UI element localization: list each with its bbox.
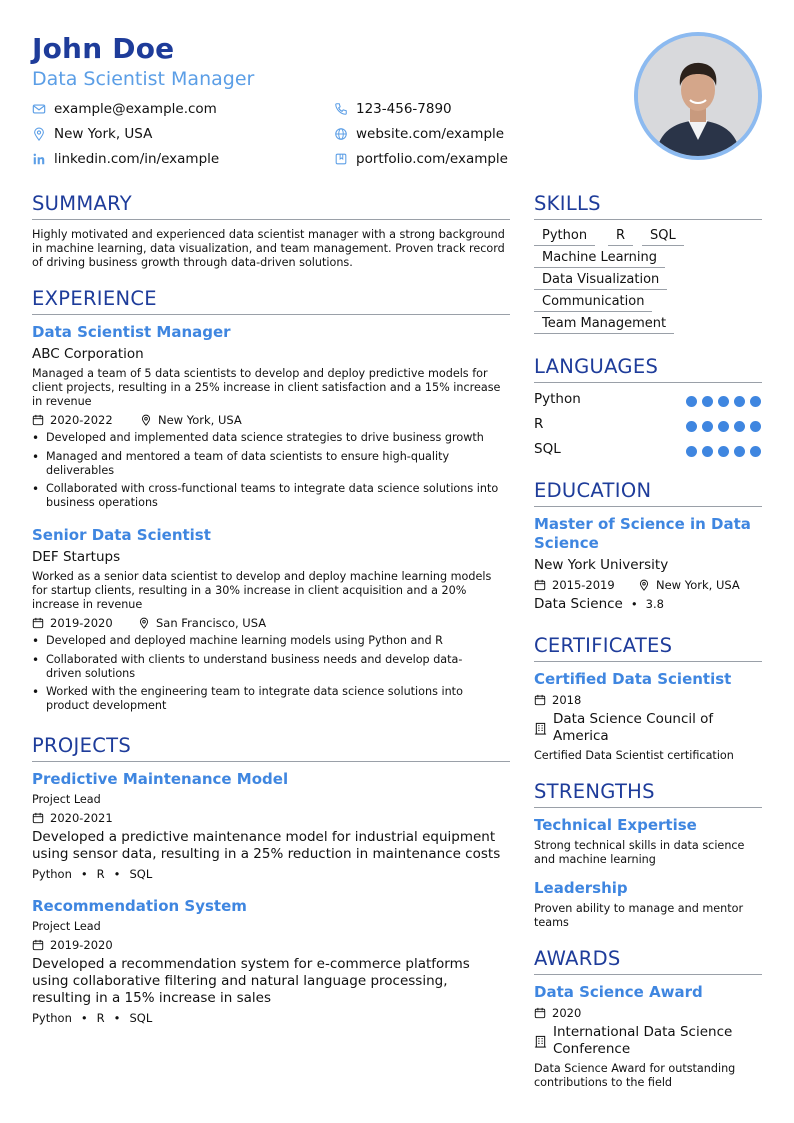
experience-divider <box>32 314 510 315</box>
education-heading: EDUCATION <box>534 479 652 502</box>
job-bullet: • Collaborated with cross-functional teams to integrate data science solutions into business operations <box>32 482 510 510</box>
mail-icon <box>32 102 46 116</box>
strengths-divider <box>534 807 762 808</box>
award-year-text: 2020 <box>552 1006 582 1020</box>
phone-text: 123-456-7890 <box>356 101 452 117</box>
project-tech <box>32 1011 152 1025</box>
education-location-text: New York, USA <box>656 578 740 592</box>
website-text: website.com/example <box>356 126 505 142</box>
linkedin-text: linkedin.com/in/example <box>54 151 220 167</box>
education-divider <box>534 506 762 507</box>
tech-tag: R <box>96 1011 105 1025</box>
email-text: example@example.com <box>54 101 217 117</box>
education-degree: Master of Science in Data Science <box>534 515 751 552</box>
calendar-icon <box>32 812 44 824</box>
projects-heading: PROJECTS <box>32 734 132 757</box>
project-role: Project Lead <box>32 920 101 933</box>
job-bullet: • Worked with the engineering team to integrate data science solutions into product development <box>32 685 492 713</box>
phone-icon <box>334 102 348 116</box>
projects-divider <box>32 761 510 762</box>
job-location-text: New York, USA <box>158 413 242 427</box>
tech-separator: • <box>113 867 121 881</box>
proficiency-dot <box>702 421 713 432</box>
location-pin-icon <box>638 579 650 591</box>
certificates-heading: CERTIFICATES <box>534 634 673 657</box>
job-location <box>140 413 242 427</box>
tech-tag: Python <box>32 867 72 881</box>
job-bullet: • Developed and deployed machine learning models using Python and R <box>32 634 510 648</box>
proficiency-dot <box>686 421 697 432</box>
award-issuer-text: International Data Science Conference <box>553 1024 733 1057</box>
project-name: Recommendation System <box>32 897 247 915</box>
job-bullet: • Collaborated with clients to understand business needs and develop data-driven solutions <box>32 653 492 681</box>
skill-tag: Python <box>534 228 595 246</box>
award-description: Data Science Award for outstanding contributions to the field <box>534 1062 736 1089</box>
language-level <box>686 421 761 432</box>
job-company: ABC Corporation <box>32 346 144 362</box>
job-description: Worked as a senior data scientist to develop and deploy machine learning models for startup clients, resulting in a 30% increase in client acquisition and a 20% increase in revenue <box>32 570 492 611</box>
person-portrait-icon <box>638 36 758 156</box>
language-name: Python <box>534 391 581 407</box>
skill-tag: Team Management <box>534 316 674 334</box>
profile-photo <box>634 32 762 160</box>
job-company: DEF Startups <box>32 549 121 565</box>
project-role: Project Lead <box>32 793 101 806</box>
proficiency-dot <box>734 396 745 407</box>
location-pin-icon <box>138 617 150 629</box>
contact-website[interactable] <box>334 126 504 142</box>
proficiency-dot <box>750 421 761 432</box>
project-description: Developed a predictive maintenance model for industrial equipment using sensor data, resulting in a 25% reduction in maintenance costs <box>32 829 501 862</box>
project-name: Predictive Maintenance Model <box>32 770 289 788</box>
proficiency-dot <box>718 421 729 432</box>
job-dates-text: 2019-2020 <box>50 616 113 630</box>
certificates-divider <box>534 661 762 662</box>
building-icon <box>534 722 547 735</box>
job-dates-text: 2020-2022 <box>50 413 113 427</box>
strength-name: Technical Expertise <box>534 816 697 834</box>
tech-tag: SQL <box>129 867 153 881</box>
candidate-title: Data Scientist Manager <box>32 68 255 90</box>
tech-separator: • <box>80 1011 88 1025</box>
summary-heading: SUMMARY <box>32 192 132 215</box>
contact-email[interactable] <box>32 101 217 117</box>
education-dates-text: 2015-2019 <box>552 578 615 592</box>
job-description: Managed a team of 5 data scientists to develop and deploy predictive models for client projects, resulting in a 25% increase in client satisfaction and a 15% increase in revenue <box>32 367 501 408</box>
education-field: Data Science <box>534 596 623 612</box>
education-field-gpa <box>534 596 664 612</box>
proficiency-dot <box>734 421 745 432</box>
tech-separator: • <box>113 1011 121 1025</box>
calendar-icon <box>32 617 44 629</box>
job-bullet: • Managed and mentored a team of data scientists to ensure high-quality deliverables <box>32 450 510 478</box>
proficiency-dot <box>750 446 761 457</box>
proficiency-dot <box>718 396 729 407</box>
field-separator: • <box>630 597 638 611</box>
certificate-name: Certified Data Scientist <box>534 670 732 688</box>
project-dates <box>32 811 113 825</box>
education-dates <box>534 578 615 592</box>
contact-portfolio[interactable] <box>334 151 508 167</box>
education-school: New York University <box>534 557 669 573</box>
project-description: Developed a recommendation system for e-commerce platforms using collaborative filtering and natural language processing, resulting in a 15% increase in sales <box>32 956 470 1006</box>
calendar-icon <box>32 939 44 951</box>
experience-heading: EXPERIENCE <box>32 287 157 310</box>
award-issuer <box>534 1024 762 1058</box>
project-dates-text: 2019-2020 <box>50 938 113 952</box>
certificate-issuer-text: Data Science Council of America <box>553 711 714 744</box>
portfolio-icon <box>334 152 348 166</box>
skill-tag: Machine Learning <box>534 250 665 268</box>
tech-separator: • <box>80 867 88 881</box>
contact-location <box>32 126 152 142</box>
tech-tag: SQL <box>129 1011 153 1025</box>
strength-description: Proven ability to manage and mentor teams <box>534 902 744 929</box>
proficiency-dot <box>718 446 729 457</box>
proficiency-dot <box>750 396 761 407</box>
strength-description: Strong technical skills in data science and machine learning <box>534 839 745 866</box>
skills-heading: SKILLS <box>534 192 601 215</box>
language-level <box>686 446 761 457</box>
portfolio-text: portfolio.com/example <box>356 151 508 167</box>
skill-tag: Data Visualization <box>534 272 667 290</box>
skill-tag: R <box>608 228 633 246</box>
education-gpa: 3.8 <box>645 597 664 611</box>
language-level <box>686 396 761 407</box>
certificate-description: Certified Data Scientist certification <box>534 749 734 762</box>
project-dates <box>32 938 113 952</box>
skills-divider <box>534 219 762 220</box>
proficiency-dot <box>702 396 713 407</box>
location-pin-icon <box>32 127 46 141</box>
awards-heading: AWARDS <box>534 947 621 970</box>
certificate-year-text: 2018 <box>552 693 582 707</box>
job-role: Data Scientist Manager <box>32 323 231 341</box>
calendar-icon <box>32 414 44 426</box>
globe-icon <box>334 127 348 141</box>
candidate-name: John Doe <box>32 32 175 65</box>
calendar-icon <box>534 579 546 591</box>
proficiency-dot <box>686 446 697 457</box>
certificate-year <box>534 693 581 707</box>
strength-name: Leadership <box>534 879 628 897</box>
contact-phone[interactable] <box>334 101 452 117</box>
languages-divider <box>534 382 762 383</box>
languages-heading: LANGUAGES <box>534 355 659 378</box>
summary-text: Highly motivated and experienced data scientist manager with a strong background in machine learning, data visualization, and team management. Proven track record of driving business growth through data-driven solutions. <box>32 228 505 269</box>
awards-divider <box>534 974 762 975</box>
job-location <box>138 616 266 630</box>
proficiency-dot <box>686 396 697 407</box>
certificate-issuer <box>534 711 762 745</box>
calendar-icon <box>534 1007 546 1019</box>
tech-tag: Python <box>32 1011 72 1025</box>
job-dates <box>32 616 113 630</box>
job-bullet: • Developed and implemented data science strategies to drive business growth <box>32 431 510 445</box>
tech-tag: R <box>96 867 105 881</box>
project-dates-text: 2020-2021 <box>50 811 113 825</box>
contact-linkedin[interactable] <box>32 151 219 167</box>
location-text: New York, USA <box>54 126 153 142</box>
summary-divider <box>32 219 510 220</box>
award-year <box>534 1006 581 1020</box>
skill-tag: SQL <box>642 228 684 246</box>
calendar-icon <box>534 694 546 706</box>
skill-tag: Communication <box>534 294 652 312</box>
proficiency-dot <box>702 446 713 457</box>
proficiency-dot <box>734 446 745 457</box>
language-name: R <box>534 416 544 432</box>
award-name: Data Science Award <box>534 983 703 1001</box>
job-role: Senior Data Scientist <box>32 526 211 544</box>
education-location <box>638 578 740 592</box>
building-icon <box>534 1035 547 1048</box>
linkedin-icon <box>32 152 46 166</box>
location-pin-icon <box>140 414 152 426</box>
language-name: SQL <box>534 441 561 457</box>
strengths-heading: STRENGTHS <box>534 780 655 803</box>
job-dates <box>32 413 113 427</box>
project-tech <box>32 867 152 881</box>
job-location-text: San Francisco, USA <box>156 616 267 630</box>
